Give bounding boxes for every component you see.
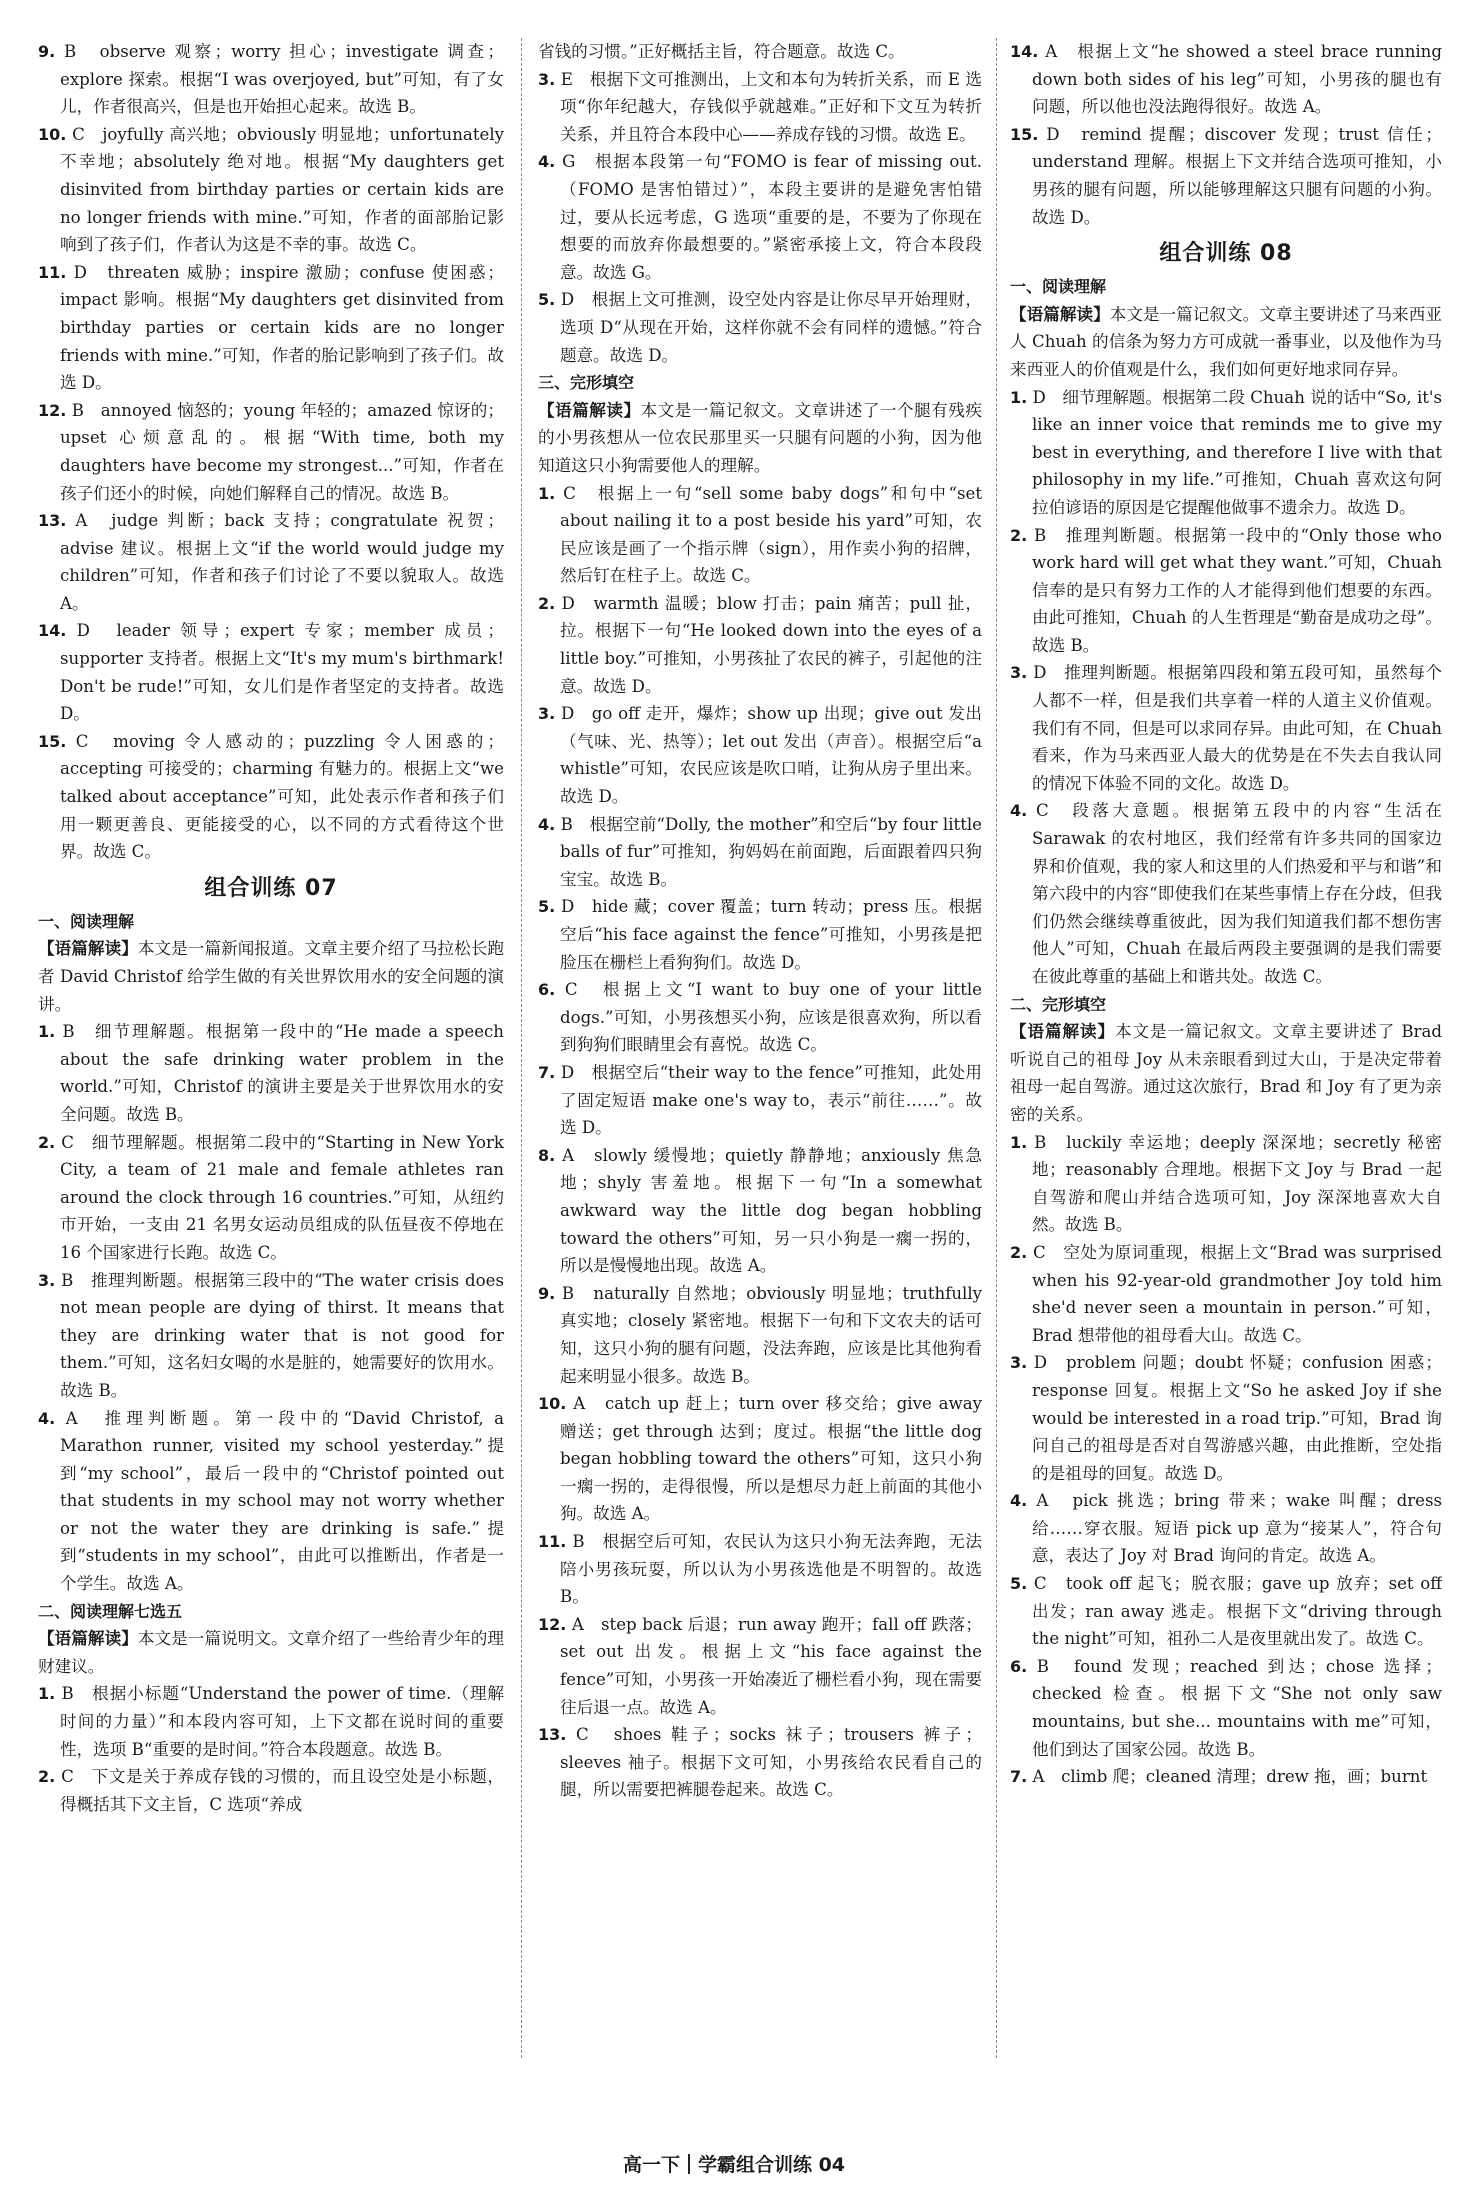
section-title: 组合训练 07 [204, 875, 338, 901]
item-number: 1. [1010, 1132, 1028, 1152]
answer-item [1010, 121, 1442, 231]
column-middle [538, 38, 982, 2058]
item-number: 7. [538, 1062, 556, 1082]
item-explanation: B 根据空后可知，农民认为这只小狗无法奔跑，无法陪小男孩玩耍，所以认为小男孩选他是不明智的。故选 B。 [560, 1532, 982, 1607]
answer-item [538, 286, 982, 369]
column-divider [996, 38, 997, 2058]
item-explanation: D 根据上文可推测，设空处内容是让你尽早开始理财，选项 D“从现在开始，这样你就不会有同样的遗憾。”符合题意。故选 D。 [560, 290, 982, 365]
answer-item [1010, 38, 1442, 121]
item-explanation: B 细节理解题。根据第一段中的“He made a speech about the safe drinking water problem in the world.”可知，Christof 的演讲主要是关于世界饮用水的安全问题。故选 B。 [60, 1022, 504, 1124]
item-explanation: B luckily 幸运地；deeply 深深地；secretly 秘密地；reasonably 合理地。根据下文 Joy 与 Brad 一起自驾游和爬山并结合选项可知，Joy 深深地喜欢大自然。故选 B。 [1032, 1132, 1442, 1235]
summary-text: 本文是一篇新闻报道。文章主要介绍了马拉松长跑者 David Christof 给学生做的有关世界饮用水的安全问题的演讲。 [38, 939, 504, 1014]
item-explanation: C 段落大意题。根据第五段中的内容“生活在 Sarawak 的农村地区，我们经常有许多共同的国家边界和价值观，我的家人和这里的人们热爱和平与和谐”和第六段中的内容“即使我们在某些事情上存在分歧，但我们仍然会继续尊重彼此，因为我们知道我们都不想伤害他人”可知，Chuah 在最后两段主要强调的是我们需要在彼此尊重的基础上和谐共处。故选 C。 [1032, 801, 1442, 986]
item-number: 2. [38, 1767, 56, 1787]
item-explanation: C joyfully 高兴地；obviously 明显地；unfortunately 不幸地；absolutely 绝对地。根据“My daughters get disinvited from birthday parties or certain kids are no longer friends with mine.”可知，作者的面部胎记影响到了孩子们，作者认为这是不幸的事。故选 C。 [60, 124, 504, 255]
item-number: 3. [1010, 1353, 1028, 1373]
answer-item [38, 38, 504, 121]
item-number: 1. [1010, 387, 1028, 407]
footer-book-title: 学霸组合训练 04 [697, 2154, 846, 2176]
item-explanation: A climb 爬；cleaned 清理；drew 拖，画；burnt [1032, 1767, 1428, 1787]
item-number: 3. [1010, 663, 1028, 683]
item-explanation: A pick 挑选；bring 带来；wake 叫醒；dress 给……穿衣服。短语 pick up 意为“接某人”，符合句意，表达了 Joy 对 Brad 询问的肯定。故选 A。 [1032, 1491, 1442, 1566]
answer-item [1010, 384, 1442, 522]
column-right [1010, 38, 1442, 2058]
answer-item [38, 1680, 504, 1763]
item-number: 12. [38, 400, 67, 420]
item-explanation: B found 发现；reached 到达；chose 选择；checked 检查。根据下文“She not only saw mountains, but she... mountains with me”可知，他们到达了国家公园。故选 B。 [1032, 1656, 1442, 1759]
item-number: 13. [38, 511, 67, 531]
answer-item [1010, 1570, 1442, 1653]
item-explanation: C moving 令人感动的；puzzling 令人困惑的；accepting 可接受的；charming 有魅力的。根据上文“we talked about acceptance”可知，此处表示作者和孩子们用一颗更善良、更能接受的心，以不同的方式看待这个世界。故选 C。 [60, 731, 504, 862]
subsection-heading: 二、阅读理解七选五 [38, 1601, 183, 1621]
passage-summary [38, 935, 504, 1018]
item-explanation: D warmth 温暖；blow 打击；pain 痛苦；pull 扯，拉。根据下一句“He looked down into the eyes of a little boy.”可推知，小男孩扯了农民的裤子，引起他的注意。故选 D。 [560, 593, 982, 696]
subsection-heading: 三、完形填空 [538, 373, 635, 393]
answer-item [38, 1129, 504, 1267]
item-explanation: D hide 藏；cover 覆盖；turn 转动；press 压。根据空后“his face against the fence”可推知，小男孩是把脸压在栅栏上看狗狗们。故选 D。 [560, 897, 982, 972]
item-explanation: B observe 观察；worry 担心；investigate 调查；explore 探索。根据“I was overjoyed, but”可知，有了女儿，作者很高兴，但是也开始担心起来。故选 B。 [60, 42, 504, 117]
item-number: 8. [538, 1145, 556, 1165]
item-explanation: C 根据上文“I want to buy one of your little dogs.”可知，小男孩想买小狗，应该是很喜欢狗，所以看到狗狗们眼睛里会有喜悦。故选 C。 [560, 980, 982, 1055]
answer-item [538, 1059, 982, 1142]
item-explanation: D problem 问题；doubt 怀疑；confusion 困惑；response 回复。根据上文“So he asked Joy if she would be interested in a road trip.”可知，Brad 询问自己的祖母是否对自驾游感兴趣，由此推断，空处指的是祖母的回复。故选 D。 [1032, 1353, 1442, 1483]
item-explanation: B 推理判断题。根据第三段中的“The water crisis does not mean people are dying of thirst. It means that they are drinking water that is not good for them.”可知，这名妇女喝的水是脏的，她需要好的饮用水。故选 B。 [60, 1270, 504, 1400]
answer-item [1010, 1763, 1442, 1791]
answer-item [1010, 797, 1442, 990]
answer-item [38, 121, 504, 259]
subsection-heading: 二、完形填空 [1010, 994, 1107, 1014]
passage-summary [38, 1625, 504, 1680]
item-explanation: D threaten 威胁；inspire 激励；confuse 使困惑；impact 影响。根据“My daughters get disinvited from birthday parties or certain kids are no longer friends with mine.”可知，作者的胎记影响到了孩子们。故选 D。 [60, 262, 504, 393]
answer-item [538, 1721, 982, 1804]
continued-text: 省钱的习惯。”正好概括主旨，符合题意。故选 C。 [538, 42, 905, 61]
item-number: 3. [538, 69, 556, 89]
item-number: 5. [538, 897, 556, 917]
summary-text: 本文是一篇记叙文。文章讲述了一个腿有残疾的小男孩想从一位农民那里买一只腿有问题的小狗，因为他知道这只小狗需要他人的理解。 [538, 400, 982, 475]
item-explanation: C shoes 鞋子；socks 袜子；trousers 裤子；sleeves 袖子。根据下文可知，小男孩给农民看自己的腿，所以需要把裤腿卷起来。故选 C。 [560, 1725, 982, 1800]
item-explanation: C 下文是关于养成存钱的习惯的，而且设空处是小标题，得概括其下文主旨，C 选项“养成 [60, 1767, 504, 1814]
answer-item [38, 1018, 504, 1128]
item-number: 14. [38, 621, 67, 641]
item-explanation: D remind 提醒；discover 发现；trust 信任；understand 理解。根据上下文并结合选项可推知，小男孩的腿有问题，所以能够理解这只腿有问题的小狗。故选 D。 [1032, 124, 1442, 227]
answer-item [1010, 659, 1442, 797]
page-footer [0, 2150, 1468, 2177]
item-explanation: C took off 起飞；脱衣服；gave up 放弃；set off 出发；ran away 逃走。根据下文“driving through the night”可知，祖孙二人是夜里就出发了。故选 C。 [1032, 1574, 1442, 1649]
item-number: 2. [538, 593, 556, 613]
item-number: 15. [38, 731, 67, 751]
item-explanation: A slowly 缓慢地；quietly 静静地；anxiously 焦急地；shyly 害羞地。根据下一句“In a somewhat awkward way the little dog began hobbling toward the others”可知，另一只小狗是一瘸一拐的，所以是慢慢地出现。故选 A。 [560, 1145, 982, 1276]
summary-tag: 【语篇解读】 [538, 400, 641, 420]
summary-tag: 【语篇解读】 [38, 939, 138, 959]
item-explanation: D go off 走开，爆炸；show up 出现；give out 发出（气味、光、热等）；let out 发出（声音）。根据空后“a whistle”可知，农民应该是吹口哨，让狗从房子里出来。故选 D。 [560, 704, 982, 807]
answer-item [538, 480, 982, 590]
answer-item [538, 590, 982, 700]
passage-summary [1010, 301, 1442, 384]
summary-tag: 【语篇解读】 [1010, 1022, 1116, 1042]
answer-item [538, 811, 982, 894]
item-explanation: A 推理判断题。第一段中的“David Christof, a Marathon runner, visited my school yesterday.”提到“my school”，最后一段中的“Christof pointed out that students in my school may not worry whether or not the water they are drinking is safe.”提到“students in my school”，由此可以推断出，作者是一个学生。故选 A。 [60, 1408, 504, 1594]
subsection-heading: 一、阅读理解 [38, 911, 135, 931]
summary-text: 本文是一篇说明文。文章介绍了一些给青少年的理财建议。 [38, 1629, 504, 1676]
summary-tag: 【语篇解读】 [1010, 304, 1110, 324]
item-number: 5. [1010, 1574, 1028, 1594]
summary-text: 本文是一篇记叙文。文章主要讲述了 Brad 听说自己的祖母 Joy 从未亲眼看到过大山，于是决定带着祖母一起自驾游。通过这次旅行，Brad 和 Joy 有了更为亲密的关系。 [1010, 1022, 1442, 1124]
item-number: 10. [538, 1394, 567, 1414]
item-explanation: C 细节理解题。根据第二段中的“Starting in New York City, a team of 21 male and female athletes ran around the clock through 16 countries.”可知，从纽约市开始，一支由 21 名男女运动员组成的队伍昼夜不停地在 16 个国家进行长跑。故选 C。 [60, 1132, 504, 1262]
item-explanation: A judge 判断；back 支持；congratulate 祝贺；advise 建议。根据上文“if the world would judge my children”可知，作者和孩子们讨论了不要以貌取人。故选 A。 [60, 511, 504, 613]
item-explanation: C 根据上一句“sell some baby dogs”和句中“set about nailing it to a post beside his yard”可知，农民应该是画了一个指示牌（sign），用作卖小狗的招牌，然后钉在柱子上。故选 C。 [560, 483, 982, 586]
answer-item [38, 1267, 504, 1405]
answer-item [1010, 1653, 1442, 1763]
answer-item [38, 259, 504, 397]
answer-item [538, 148, 982, 286]
item-number: 3. [538, 704, 556, 724]
answer-item [1010, 1487, 1442, 1570]
item-explanation: A catch up 赶上；turn over 移交给；give away 赠送；get through 达到；度过。根据“the little dog began hobbling toward the others”可知，这只小狗一瘸一拐的，走得很慢，所以是想尽力赶上前面的其他小狗。故选 A。 [560, 1394, 982, 1524]
item-explanation: C 空处为原词重现，根据上文“Brad was surprised when his 92-year-old grandmother Joy told him she'd never seen a mountain in person.”可知，Brad 想带他的祖母看大山。故选 C。 [1032, 1242, 1442, 1345]
item-number: 2. [38, 1132, 56, 1152]
item-explanation: A 根据上文“he showed a steel brace running down both sides of his leg”可知，小男孩的腿也有问题，所以他也没法跑得很好。故选 A。 [1032, 42, 1442, 117]
passage-summary [1010, 1018, 1442, 1128]
item-number: 11. [38, 262, 67, 282]
item-explanation: B naturally 自然地；obviously 明显地；truthfully 真实地；closely 紧密地。根据下一句和下文农夫的话可知，这只小狗的腿有问题，没法奔跑，应该是比其他狗看起来明显小很多。故选 B。 [560, 1283, 982, 1386]
item-number: 9. [38, 42, 56, 61]
answer-item [538, 893, 982, 976]
answer-item [38, 1763, 504, 1818]
answer-item [38, 1405, 504, 1598]
answer-item [538, 1280, 982, 1390]
item-number: 7. [1010, 1767, 1028, 1787]
item-explanation: D leader 领导；expert 专家；member 成员；supporter 支持者。根据上文“It's my mum's birthmark! Don't be rude!”可知，女儿们是作者坚定的支持者。故选 D。 [60, 621, 504, 724]
answer-item [38, 728, 504, 866]
summary-text: 本文是一篇记叙文。文章主要讲述了马来西亚人 Chuah 的信条为努力方可成就一番事业，以及他作为马来西亚人的价值观是什么，我们如何更好地求同存异。 [1010, 304, 1442, 379]
item-number: 1. [538, 483, 556, 503]
section-title: 组合训练 08 [1159, 241, 1293, 267]
item-explanation: B annoyed 恼怒的；young 年轻的；amazed 惊讶的；upset 心烦意乱的。根据“With time, both my daughters have become my strongest...”可知，作者在孩子们还小的时候，向她们解释自己的情况。故选 B。 [60, 400, 504, 503]
item-number: 1. [38, 1022, 56, 1042]
footer-separator [688, 2154, 690, 2174]
answer-item [538, 66, 982, 149]
item-number: 12. [538, 1614, 567, 1634]
item-number: 4. [38, 1408, 56, 1428]
answer-item [1010, 1349, 1442, 1487]
item-explanation: B 根据小标题“Understand the power of time.（理解时间的力量）”和本段内容可知，上下文都在说时间的重要性，选项 B“重要的是时间。”符合本段题意。故选 B。 [60, 1684, 504, 1759]
answer-item [38, 617, 504, 727]
answer-item [38, 507, 504, 617]
item-number: 4. [1010, 1491, 1028, 1511]
item-number: 2. [1010, 525, 1028, 545]
answer-item [1010, 522, 1442, 660]
summary-tag: 【语篇解读】 [38, 1629, 138, 1649]
answer-item [1010, 1129, 1442, 1239]
answer-item [538, 1528, 982, 1611]
subsection-heading: 一、阅读理解 [1010, 277, 1107, 297]
item-number: 13. [538, 1725, 567, 1745]
item-number: 6. [538, 980, 556, 1000]
column-left [38, 38, 504, 2058]
answer-item [538, 1611, 982, 1721]
answer-item [1010, 1239, 1442, 1349]
footer-grade: 高一下 [622, 2154, 680, 2176]
item-explanation: D 细节理解题。根据第二段 Chuah 说的话中“So, it's like an inner voice that reminds me to give my best in everything, and therefore I live with that philosophy in my life.”可推知，Chuah 喜欢这句阿拉伯谚语的原因是它提醒他做事不遗余力。故选 D。 [1032, 387, 1442, 517]
item-number: 15. [1010, 124, 1039, 144]
item-number: 4. [1010, 801, 1028, 821]
answer-item [538, 700, 982, 810]
item-explanation: D 推理判断题。根据第四段和第五段可知，虽然每个人都不一样，但是我们共享着一样的人道主义价值观。我们有不同，但是可以求同存异。由此可知，在 Chuah 看来，作为马来西亚人最大的优势是在不失去自我认同的情况下体验不同的文化。故选 D。 [1032, 663, 1442, 793]
item-explanation: B 根据空前“Dolly, the mother”和空后“by four little balls of fur”可推知，狗妈妈在前面跑，后面跟着四只狗宝宝。故选 B。 [560, 814, 982, 889]
passage-summary [538, 397, 982, 480]
item-number: 10. [38, 124, 67, 144]
item-number: 4. [538, 814, 556, 834]
item-number: 11. [538, 1532, 567, 1552]
item-explanation: A step back 后退；run away 跑开；fall off 跌落；set out 出发。根据上文“his face against the fence”可知，小男孩一开始凑近了栅栏看小狗，现在需要往后退一点。故选 A。 [560, 1614, 982, 1717]
item-number: 14. [1010, 42, 1039, 61]
item-number: 6. [1010, 1656, 1028, 1676]
item-explanation: D 根据空后“their way to the fence”可推知，此处用了固定短语 make one's way to，表示“前往……”。故选 D。 [560, 1062, 982, 1138]
item-number: 1. [38, 1684, 56, 1704]
item-number: 5. [538, 290, 556, 310]
item-number: 4. [538, 152, 556, 172]
answer-item [538, 1390, 982, 1528]
answer-item [538, 976, 982, 1059]
item-number: 9. [538, 1283, 556, 1303]
column-divider [521, 38, 522, 2058]
item-number: 3. [38, 1270, 56, 1290]
item-explanation: B 推理判断题。根据第一段中的“Only those who work hard will get what they want.”可知，Chuah 信奉的是只有努力工作的人才能得到他们想要的东西。由此可推知，Chuah 的人生哲理是“勤奋是成功之母”。故选 B。 [1032, 525, 1442, 655]
item-number: 2. [1010, 1242, 1028, 1262]
answer-item [538, 1142, 982, 1280]
item-explanation: E 根据下文可推测出，上文和本句为转折关系，而 E 选项“你年纪越大，存钱似乎就越难。”正好和下文互为转折关系，并且符合本段中心——养成存钱的习惯。故选 E。 [560, 69, 982, 144]
item-explanation: G 根据本段第一句“FOMO is fear of missing out.（FOMO 是害怕错过）”，本段主要讲的是避免害怕错过，要从长远考虑，G 选项“重要的是，不要为了你现在想要的而放弃你最想要的。”紧密承接上文，符合本段段意。故选 G。 [560, 152, 982, 282]
answer-item [38, 397, 504, 507]
